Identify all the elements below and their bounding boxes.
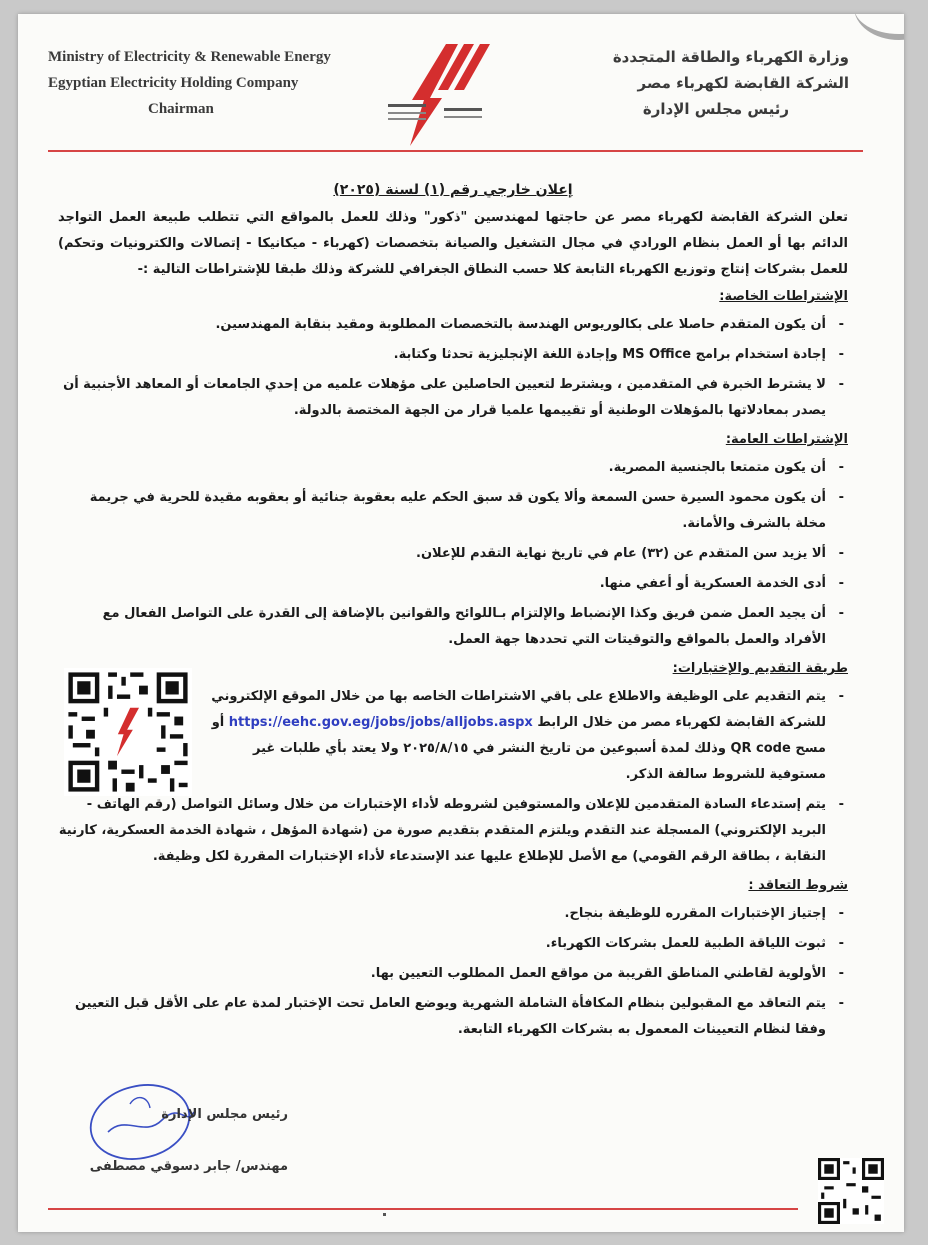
- header-arabic: [529, 44, 849, 122]
- chairman-en: Chairman: [148, 101, 214, 117]
- list-item: - أن يجيد العمل ضمن فريق وكذا الإنضباط والإلتزام بـاللوائح والقوانين بالإضافة إلى القدرة على التواصل الفعال مع الأفراد والعمل بالمواقع والتوقيتات التي تحددها جهة العمل.: [58, 601, 848, 653]
- company-name-ar: الشركة القابضة لكهرباء مصر: [637, 74, 849, 92]
- ministry-name-ar: وزارة الكهرباء والطاقة المتجددة: [612, 48, 849, 66]
- list-item: - ألا يزيد سن المتقدم عن (٣٢) عام في تاريخ نهاية التقدم للإعلان.: [58, 541, 848, 567]
- general-requirements-heading: الإشتراطات العامة:: [725, 432, 848, 447]
- list-item: - الأولوية لقاطني المناطق القريبة من مواقع العمل المطلوب التعيين بها.: [58, 961, 848, 987]
- header-divider: [48, 150, 863, 152]
- page-corner: [854, 14, 904, 40]
- chairman-ar: رئيس مجلس الإدارة: [642, 100, 789, 118]
- list-item: - ثبوت اللياقة الطبية للعمل بشركات الكهرباء.: [58, 931, 848, 957]
- footer-divider: [48, 1208, 798, 1210]
- document-page: [18, 14, 904, 1232]
- signature-name: مهندس/ جابر دسوقي مصطفى: [89, 1159, 288, 1174]
- announcement-title: إعلان خارجي رقم (١) لسنة (٢٠٢٥): [333, 182, 573, 198]
- ministry-name-en: Ministry of Electricity & Renewable Energy: [48, 49, 331, 65]
- list-item: - إجادة استخدام برامج MS Office وإجادة اللغة الإنجليزية تحدثا وكتابة.: [58, 342, 848, 368]
- list-item: - يتم التعاقد مع المقبولين بنظام المكافأة الشاملة الشهرية ويوضع العامل تحت الإختبار لمدة عام على الأقل قبل التعيين وفقا لنظام التعيينات المعمول به بشركات الكهرباء التابعة.: [58, 991, 848, 1043]
- company-name-en: Egyptian Electricity Holding Company: [48, 75, 299, 91]
- special-requirements-list: [58, 312, 848, 424]
- page-mark: [383, 1213, 386, 1216]
- list-item: - إجتياز الإختبارات المقرره للوظيفة بنجاح.: [58, 901, 848, 927]
- list-item: - أن يكون المتقدم حاصلا على بكالوريوس الهندسة بالتخصصات المطلوبة ومقيد بنقابة المهندسين.: [58, 312, 848, 338]
- qr-code-icon[interactable]: [64, 668, 192, 796]
- contract-list: [58, 901, 848, 1043]
- signature-block: [88, 1089, 288, 1193]
- list-item: - يتم إستدعاء السادة المتقدمين للإعلان والمستوفين لشروطه لأداء الإختبارات من خلال وسائل التواصل (رقم الهاتف - البريد الإلكتروني) المسجلة عند التقدم ويلتزم المتقدم بتقديم صورة من (شهادة المؤهل ، شهادة الخدمة العسكرية، كارنية النقابة ، بطاقة الرقم القومي) مع الأصل للإطلاع عليها عند الإستدعاء لأداء الإختبارات المقررة لكل وظيفة.: [58, 792, 848, 870]
- list-item: [208, 684, 848, 788]
- general-requirements-list: [58, 455, 848, 653]
- application-list-2: [58, 792, 848, 870]
- header-english: [48, 44, 368, 122]
- announcement-intro: تعلن الشركة القابضة لكهرباء مصر عن حاجتها لمهندسين "ذكور" وذلك للعمل بالمواقع التي تتطلب طبيعة العمل التواجد الدائم بها أو العمل بنظام الورادي في مجال التشغيل والصيانة بتخصصات (كهرباء - ميكانيكا - إتصالات والكترونيات وتحكم) للعمل بشركات إنتاج وتوزيع الكهرباء التابعة كلا حسب النطاق الجغرافي للشركة وذلك طبقا للإشتراطات التالية :-: [58, 210, 848, 277]
- signature-title: رئيس مجلس الإدارة: [161, 1107, 288, 1122]
- contract-heading: شروط التعاقد :: [748, 878, 848, 893]
- list-item: - أن يكون محمود السيرة حسن السمعة وألا يكون قد سبق الحكم عليه بعقوبة جنائية أو بعقوبه مقيدة للحرية في جريمة مخلة بالشرف والأمانة.: [58, 485, 848, 537]
- jobs-link[interactable]: https://eehc.gov.eg/jobs/jobs/alljobs.aspx: [228, 715, 533, 730]
- application-text-a: يتم التقديم على الوظيفة والاطلاع على باقي الاشتراطات الخاصه بها من خلال الموقع الإلكتروني للشركة القابضة لكهرباء مصر من خلال الرابط: [211, 689, 826, 730]
- company-logo-icon: [380, 38, 500, 148]
- list-item: - لا يشترط الخبرة في المتقدمين ، ويشترط لتعيين الحاصلين على مؤهلات علميه من إحدي الجامعات أو المعاهد الأجنبية أن يصدر بمعادلاتها بالمؤهلات الوطنية أو تقييمها علميا قرار من الجهة المختصة بالدولة.: [58, 372, 848, 424]
- special-requirements-heading: الإشتراطات الخاصة:: [719, 289, 848, 304]
- list-item: - أدى الخدمة العسكرية أو أعفي منها.: [58, 571, 848, 597]
- list-item: - أن يكون متمتعا بالجنسية المصرية.: [58, 455, 848, 481]
- announcement-body: [58, 182, 848, 1047]
- application-text-b: أو مسح QR code وذلك لمدة أسبوعين من تاريخ النشر في ٢٠٢٥/٨/١٥ ولا يعتد بأي طلبات غير مستوفية للشروط سالفة الذكر.: [211, 715, 826, 782]
- small-qr-code-icon[interactable]: [818, 1158, 884, 1224]
- application-heading: طريقة التقديم والإختبارات:: [672, 661, 848, 676]
